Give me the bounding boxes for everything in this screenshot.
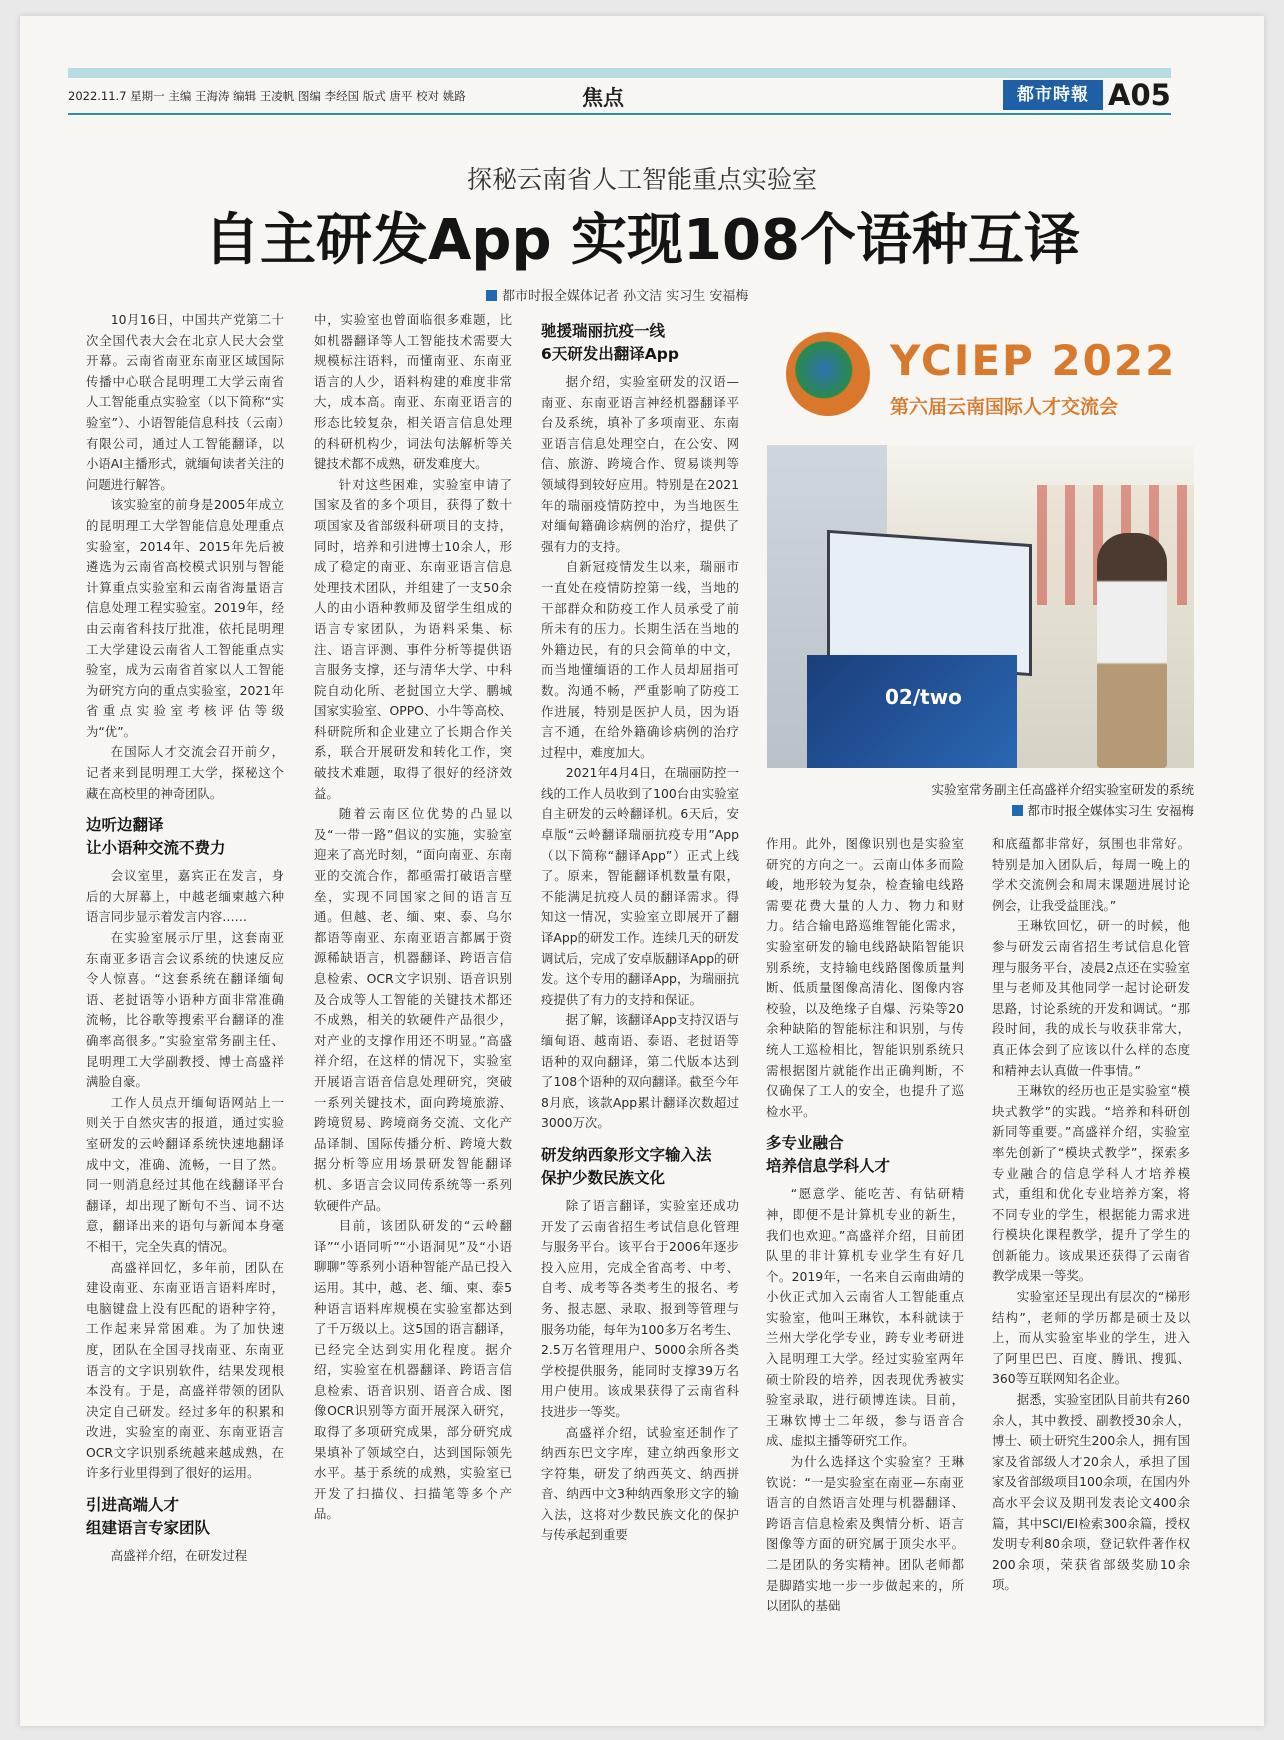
paragraph: 据了解，该翻译App支持汉语与缅甸语、越南语、泰语、老挝语等语种的双向翻译，第二代版本达到了108个语种的双向翻译。截至今年8月底，该款App累计翻译次数超过3000万次。: [541, 1012, 739, 1131]
paragraph: 高盛祥回忆，多年前，团队在建设南亚、东南亚语言语料库时，电脑键盘上没有匹配的语种字符，工作起来异常困难。为了加快速度，团队在全国寻找南亚、东南亚语言的文字识别软件，结果发现根本没有。于是，高盛祥带领的团队决定自己研发。经过多年的积累和改进，实验室的南亚、东南亚语言OCR文字识别系统越来越成熟，在许多行业里得到了很好的运用。: [86, 1259, 284, 1481]
paragraph: 高盛祥介绍，试验室还制作了纳西东巴文字库，建立纳西象形文字符集，研发了纳西英文、纳西拼音、纳西中文3种纳西象形文字的输入法，这将对少数民族文化的保护与传承起到重要: [541, 1424, 739, 1543]
paragraph: “愿意学、能吃苦、有钻研精神，即便不是计算机专业的新生，我们也欢迎。”高盛祥介绍，目前团队里的非计算机专业学生有好几个。2019年，一名来自云南曲靖的小伙正式加入云南省人工智能重点实验室，他叫王琳钦，本科就读于兰州大学化学专业，跨专业考研进入昆明理工大学。经过实验室两年硕士阶段的培养，因表现优秀被实验室录取，进行硕博连读。目前，王琳钦博士二年级，参与语音合成、虚拟主播等研究工作。: [766, 1186, 964, 1449]
event-logo: [776, 318, 1190, 434]
section-heading: 驰援瑞丽抗疫一线 6天研发出翻译App: [541, 322, 679, 363]
photo-presenter: [1097, 533, 1167, 768]
paragraph: 目前，该团队研发的“云岭翻译”“小语同听”“小语洞见”及“小语聊聊”等系列小语种智能产品已投入运用。其中，越、老、缅、柬、泰5种语言语料库规模在实验室都达到了千万级以上。这5国的语言翻译，已经完全达到实用化程度。据介绍，实验室在机器翻译、跨语言信息检索、语音识别、语音合成、图像OCR识别等方面开展深入研究，取得了多项研究成果，部分研究成果填补了领域空白，达到国际领先水平。基于系统的成熟，实验室已开发了扫描仪、扫描笔等多个产品。: [314, 1218, 512, 1522]
paragraph: 中，实验室也曾面临很多难题，比如机器翻译等人工智能技术需要大规模标注语料，而懂南亚、东南亚语言的人少，语料构建的难度非常大，成本高。南亚、东南亚语言的形态比较复杂，相关语言信息处理的科研机构少，词法句法解析等关键技术都不成熟，研发难度大。: [314, 312, 512, 472]
paragraph: 10月16日，中国共产党第二十次全国代表大会在北京人民大会堂开幕。云南省南亚东南亚区域国际传播中心联合昆明理工大学云南省人工智能重点实验室（以下简称“实验室”）、小语智能信息科技（云南）有限公司，通过人工智能翻译，以小语AI主播形式，就缅甸读者关注的问题进行解答。: [86, 312, 284, 492]
paragraph: 据悉，实验室团队目前共有260余人，其中教授、副教授30余人，博士、硕士研究生200余人，拥有国家及省部级人才20余人，承担了国家及省部级项目100余项，在国内外高水平会议及期刊发表论文400余篇，其中SCI/EI检索300余篇，授权发明专利80余项，登记软件著作权200余项，荣获省部级奖励10余项。: [992, 1392, 1190, 1593]
paragraph: 王琳钦的经历也正是实验室“模块式教学”的实践。“培养和科研创新同等重要。”高盛祥介绍，实验室率先创新了“模块式教学”，探索多专业融合的信息学科人才培养模式，重组和优化专业培养方案，将不同专业的学生，根据能力需求进行模块化课程教学，提升了学生的创新能力。该成果还获得了云南省教学成果一等奖。: [992, 1083, 1190, 1284]
globe-icon: [786, 332, 870, 416]
paragraph: 会议室里，嘉宾正在发言，身后的大屏幕上，中越老缅柬越六种语言同步显示着发言内容……: [86, 868, 284, 925]
text-column-4: [766, 834, 964, 1672]
photo-display-stand: [807, 655, 1017, 768]
section-heading: 边听边翻译 让小语种交流不费力: [86, 816, 226, 858]
square-icon: [486, 290, 497, 301]
paragraph: 和底蕴都非常好，氛围也非常好。特别是加入团队后，每周一晚上的学术交流例会和周末课题进展讨论例会，让我受益匪浅。”: [992, 836, 1190, 913]
paragraph: 随着云南区位优势的凸显以及“一带一路”倡议的实施，实验室迎来了高光时刻，“面向南亚、东南亚的交流合作，都亟需打破语言壁垒，实现不同国家之间的语言互通。但越、老、缅、柬、泰、乌尔都语等南亚、东南亚语言都属于资源稀缺语言，机器翻译、跨语言信息检索、OCR文字识别、语音识别及合成等人工智能的关键技术都还不成熟，相关的软硬件产品很少，对产业的支撑作用还不明显。”高盛祥介绍，在这样的情况下，实验室开展语言语音信息处理研究，突破一系列关键技术，面向跨境旅游、跨境贸易、跨境商务交流、文化产品译制、国际传播分析、跨境大数据分析等应用场景研发智能翻译机、多语言会议同传系统等一系列软硬件产品。: [314, 806, 512, 1213]
byline: [486, 285, 748, 304]
square-icon: [1012, 805, 1023, 816]
photo-credit-text: 都市时报全媒体实习生 安福梅: [1027, 803, 1194, 818]
section-name: 焦点: [582, 86, 624, 110]
header-rule: [68, 113, 1171, 115]
paragraph: 为什么选择这个实验室？王琳钦说：“一是实验室在南亚—东南亚语言的自然语言处理与机器翻译、跨语言信息检索及舆情分析、语言图像等方面的研究属于顶尖水平。二是团队的务实精神。团队老师都是脚踏实地一步一步做起来的，所以团队的基础: [766, 1454, 964, 1614]
paragraph: 作用。此外，图像识别也是实验室研究的方向之一。云南山体多而险峻，地形较为复杂，检查输电线路需要花费大量的人力、物力和财力。结合输电路巡维智能化需求，实验室研发的输电线路缺陷智能识别系统，支持输电线路图像质量判断、低质量图像高清化、图像内容校验，以及绝缘子自爆、污染等20余种缺陷的智能标注和识别，与传统人工巡检相比，智能识别系统只需根据图片就能作出正确判断，不仅确保了工人的安全，也提升了巡检水平。: [766, 836, 964, 1119]
paragraph: 自新冠疫情发生以来，瑞丽市一直处在疫情防控第一线，当地的干部群众和防疫工作人员承受了前所未有的压力。长期生活在当地的外籍边民，有的只会简单的中文，而当地懂缅语的工作人员却屈指可数。沟通不畅，严重影响了防疫工作进展，特别是医护人员，因为语言不通，在给外籍确诊病例的治疗过程中，难度加大。: [541, 559, 739, 760]
issue-info: 2022.11.7 星期一 主编 王海涛 编辑 王凌帆 图编 李经国 版式 唐平 校对 姚路: [68, 89, 466, 103]
paper-logo: 都市時報: [1003, 80, 1103, 110]
paragraph: 在实验室展示厅里，这套南亚东南亚多语言会议系统的快速反应令人惊喜。“这套系统在翻译缅甸语、老挝语等小语种方面非常准确流畅，比谷歌等搜索平台翻译的准确率高很多。”实验室常务副主任、昆明理工大学副教授、博士高盛祥满脸自豪。: [86, 930, 284, 1090]
event-logo-title: YCIEP 2022: [890, 336, 1177, 385]
page-number: A05: [1108, 78, 1171, 112]
section-heading: 研发纳西象形文字输入法 保护少数民族文化: [541, 1145, 712, 1187]
article-title: 自主研发App 实现108个语种互译: [204, 208, 1080, 273]
paragraph: 在国际人才交流会召开前夕，记者来到昆明理工大学，探秘这个藏在高校里的神奇团队。: [86, 744, 284, 801]
text-column-5: [992, 834, 1190, 1672]
text-column-2: [314, 310, 512, 1672]
paragraph: 针对这些困难，实验室申请了国家及省的多个项目，获得了数十项国家及省部级科研项目的支持，同时，培养和引进博士10余人，形成了稳定的南亚、东南亚语言信息处理技术团队，并组建了一支50余人的由小语种教师及留学生组成的语言专家团队，为语料采集、标注、语言评测、事件分析等提供语言服务支撑，还与清华大学、中科院自动化所、老挝国立大学、鹏城国家实验室、OPPO、小牛等高校、科研院所和企业建立了长期合作关系，联合开展研发和转化工作，突破技术难题，取得了很好的经济效益。: [314, 476, 512, 801]
paragraph: 实验室还呈现出有层次的“梯形结构”，老师的学历都是硕士及以上，而从实验室毕业的学生，进入了阿里巴巴、百度、腾讯、搜狐、360等互联网知名企业。: [992, 1289, 1190, 1387]
byline-text: 都市时报全媒体记者 孙文洁 实习生 安福梅: [502, 289, 749, 304]
paragraph: 高盛祥介绍，在研发过程: [110, 1548, 248, 1564]
article-subtitle: 探秘云南省人工智能重点实验室: [466, 165, 817, 194]
paragraph: 据介绍，实验室研发的汉语—南亚、东南亚语言神经机器翻译平台及系统，填补了多项南亚、东南亚语言信息处理空白，在公安、网信、旅游、跨境合作、贸易谈判等领域得到较好应用。特别是在2021年的瑞丽疫情防控中，为当地医生对缅甸籍确诊病例的治疗，提供了强有力的支持。: [541, 374, 739, 554]
top-color-band: [68, 68, 1171, 78]
text-column-1: [86, 310, 284, 1672]
paragraph: 王琳钦回忆，研一的时候，他参与研发云南省招生考试信息化管理与服务平台，凌晨2点还在实验室里与老师及其他同学一起讨论研发思路，讨论系统的开发和调试。“那段时间，我的成长与收获非常大，真正体会到了应该以什么样的态度和精神去认真做一件事情。”: [992, 918, 1190, 1078]
stand-label: 02/two: [885, 685, 962, 709]
section-heading: 多专业融合 培养信息学科人才: [766, 1134, 891, 1176]
event-logo-subtitle: 第六届云南国际人才交流会: [890, 396, 1119, 418]
photo-credit: [800, 801, 1194, 819]
paragraph: 2021年4月4日，在瑞丽防控一线的工作人员收到了100台由实验室自主研发的云岭翻译机。6天后，安卓版“云岭翻译瑞丽抗疫专用”App（以下简称“翻译App”）正式上线了。原来，智能翻译机数量有限，不能满足抗疫人员的翻译需求。得知这一情况，实验室立即展开了翻译App的研发工作。连续几天的研发调试后，完成了安卓版翻译App的研发。这个专用的翻译App，为瑞丽抗疫提供了有力的支持和保证。: [541, 765, 739, 1007]
paragraph: 该实验室的前身是2005年成立的昆明理工大学智能信息处理重点实验室，2014年、2015年先后被遴选为云南省高校模式识别与智能计算重点实验室和云南省海量语言信息处理工程实验室。2019年，经由云南省科技厅批准，依托昆明理工大学建设云南省人工智能重点实验室，成为云南省首家以人工智能为研究方向的重点实验室，2021年省重点实验室考核评估等级为“优”。: [86, 497, 284, 739]
paragraph: 除了语言翻译，实验室还成功开发了云南省招生考试信息化管理与服务平台。该平台于2006年逐步投入应用，完成全省高考、中考、自考、成考等各类考生的报名、考务、报志愿、录取、报到等管理与服务功能，每年为100多万名考生、2.5万名管理用户、5000余所各类学校提供服务，能同时支撑39万名用户使用。该成果获得了云南省科技进步一等奖。: [541, 1197, 739, 1419]
paragraph: 工作人员点开缅甸语网站上一则关于自然灾害的报道，通过实验室研发的云岭翻译系统快速地翻译成中文，准确、流畅，一目了然。同一则消息经过其他在线翻译平台翻译，却出现了断句不当、词不达意，翻译出来的语句与新闻本身毫不相干，完全失真的情况。: [86, 1094, 284, 1254]
lab-photo: [767, 445, 1194, 768]
text-column-3: [541, 310, 739, 1672]
photo-caption: 实验室常务副主任高盛祥介绍实验室研发的系统: [931, 782, 1194, 797]
section-heading: 引进高端人才 组建语言专家团队: [86, 1496, 211, 1538]
